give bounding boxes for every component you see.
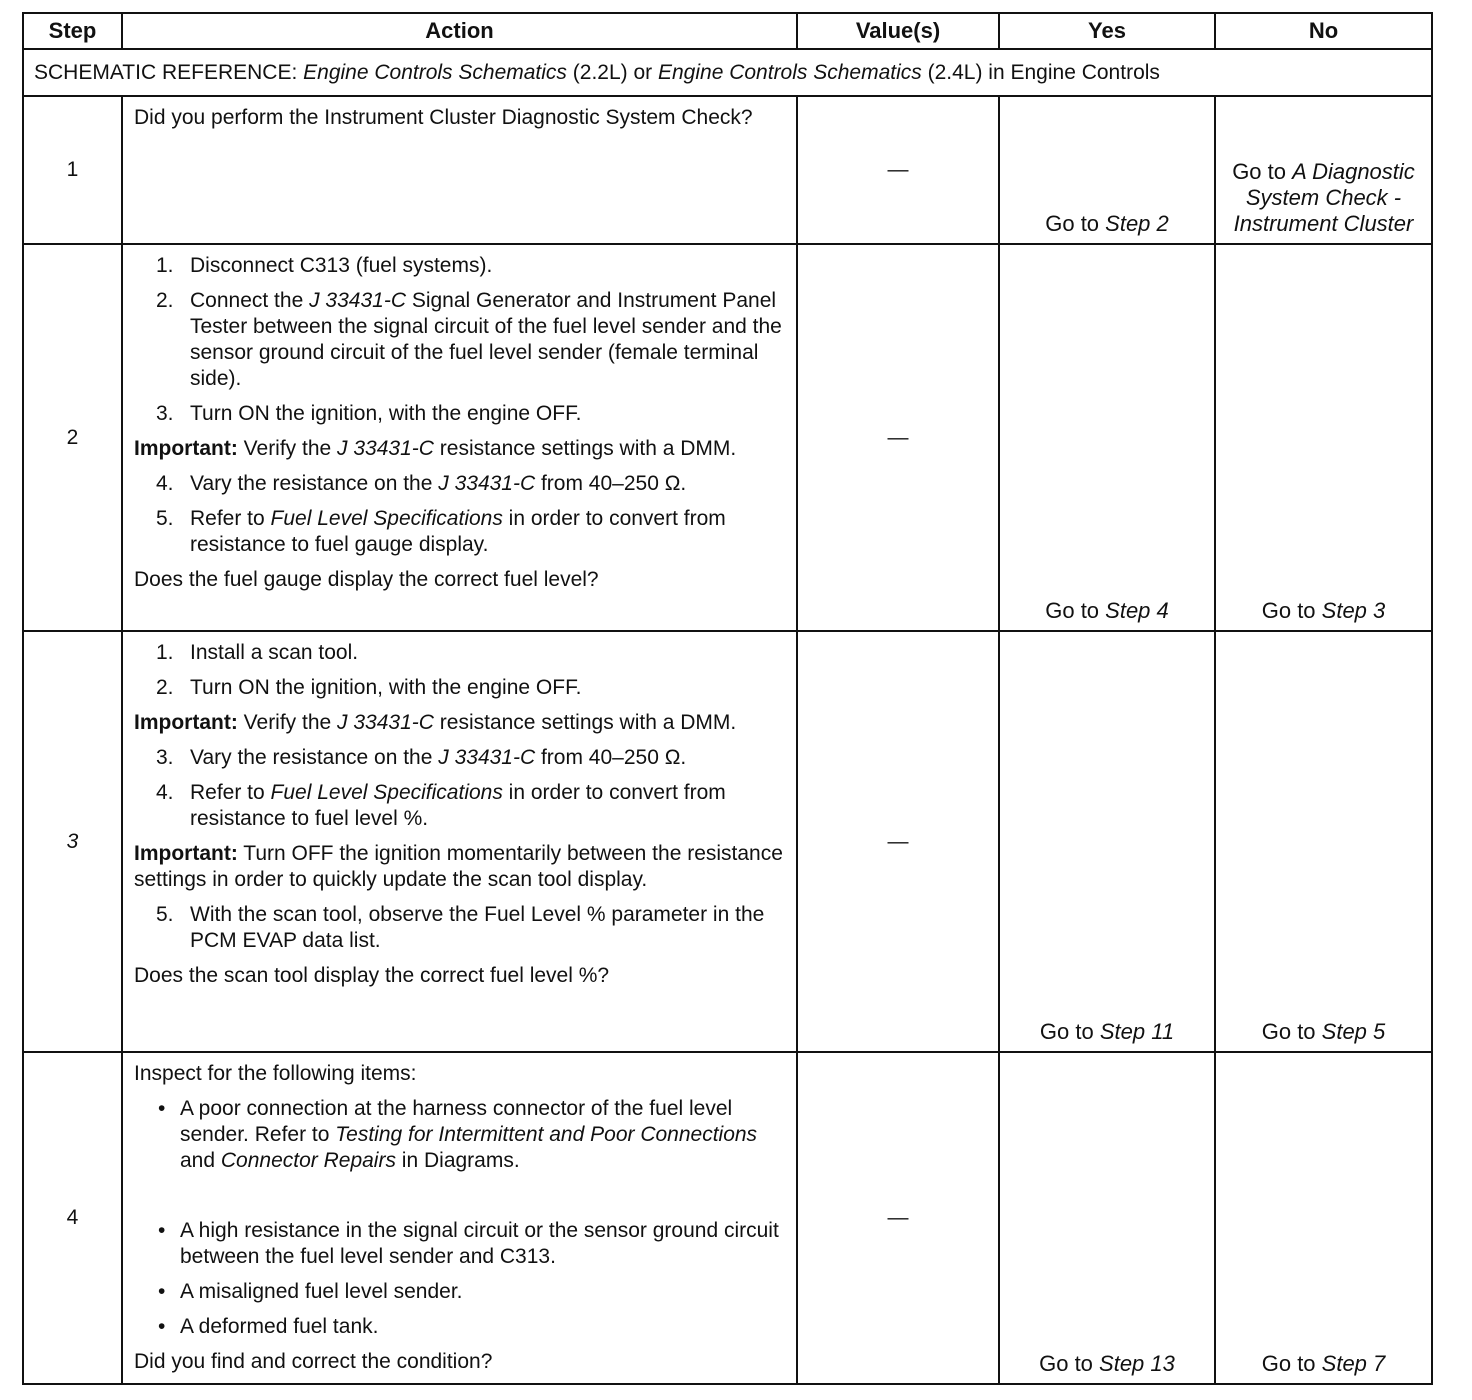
no-cell <box>1215 631 1432 1052</box>
list-item: 5. Refer to Fuel Level Specifications in order to convert from resistance to fuel gauge display. <box>156 507 726 556</box>
schematic-engine-2-4l: (2.4L) in Engine Controls <box>921 60 1160 84</box>
step-number: 4 <box>23 1052 122 1384</box>
list-item: 1. Install a scan tool. <box>156 641 359 664</box>
yes-goto[interactable] <box>1000 1351 1214 1377</box>
question: Does the fuel gauge display the correct fuel level? <box>134 568 599 591</box>
header-action: Action <box>122 13 797 49</box>
no-cell <box>1215 96 1432 244</box>
important-note: Important: Turn OFF the ignition momentarily between the resistance settings in order to quickly update the scan tool display. <box>134 842 783 891</box>
action-cell <box>122 1052 797 1384</box>
goto-text: Go to <box>1261 1351 1322 1376</box>
header-row <box>23 13 1432 49</box>
tool-link[interactable]: J 33431-C <box>438 746 536 769</box>
action-cell <box>122 96 797 244</box>
list-item: • A deformed fuel tank. <box>158 1315 379 1338</box>
list-item: 3. Vary the resistance on the J 33431-C from 40–250 Ω. <box>156 746 687 769</box>
list-item: 1. Disconnect C313 (fuel systems). <box>156 254 493 277</box>
value-cell: — <box>797 1052 999 1384</box>
step-number: 2 <box>23 244 122 631</box>
goto-text: Go to <box>1261 598 1322 623</box>
list-item: • A high resistance in the signal circuit or the sensor ground circuit between the fuel level sender and C313. <box>158 1219 779 1268</box>
schematic-prefix: SCHEMATIC REFERENCE: <box>34 60 304 84</box>
list-item: • A misaligned fuel level sender. <box>158 1280 463 1303</box>
no-goto[interactable] <box>1216 1019 1431 1045</box>
action-cell <box>122 244 797 631</box>
table-row <box>23 96 1432 244</box>
no-cell <box>1215 1052 1432 1384</box>
diagram-link[interactable]: Testing for Intermittent and Poor Connections <box>335 1123 758 1146</box>
no-goto[interactable] <box>1216 1351 1431 1377</box>
goto-link[interactable]: Step 7 <box>1321 1351 1386 1376</box>
yes-goto[interactable] <box>1000 598 1214 624</box>
list-item: 3. Turn ON the ignition, with the engine OFF. <box>156 402 582 425</box>
header-step: Step <box>23 13 122 49</box>
schematic-reference-row <box>23 49 1432 96</box>
tool-link[interactable]: J 33431-C <box>337 711 434 734</box>
step-number: 1 <box>23 96 122 244</box>
step-number: 3 <box>23 631 122 1052</box>
goto-link[interactable]: Step 4 <box>1105 598 1169 623</box>
question: Does the scan tool display the correct fuel level %? <box>134 964 610 987</box>
intro-text: Inspect for the following items: <box>134 1062 417 1085</box>
table-row <box>23 244 1432 631</box>
schematic-link-2-4l[interactable]: Engine Controls Schematics <box>657 60 922 84</box>
goto-link[interactable]: Step 11 <box>1099 1019 1175 1044</box>
no-goto[interactable] <box>1216 159 1431 237</box>
goto-link[interactable]: A Diagnostic System Check - Instrument Cluster <box>1233 159 1415 236</box>
action-cell <box>122 631 797 1052</box>
schematic-engine-2-2l: (2.2L) or <box>566 60 658 84</box>
goto-text: Go to <box>1232 159 1293 184</box>
spec-link[interactable]: Fuel Level Specifications <box>270 781 503 804</box>
value-cell: — <box>797 631 999 1052</box>
procedure-list <box>134 902 786 954</box>
list-item: • A poor connection at the harness connector of the fuel level sender. Refer to Testing for Intermittent and Poor Connections and Connector Repairs in Diagrams. <box>158 1097 758 1172</box>
goto-text: Go to <box>1045 211 1106 236</box>
yes-goto[interactable] <box>1000 211 1214 237</box>
spec-link[interactable]: Fuel Level Specifications <box>270 507 503 530</box>
value-cell: — <box>797 244 999 631</box>
yes-cell <box>999 631 1215 1052</box>
goto-text: Go to <box>1261 1019 1322 1044</box>
value-cell: — <box>797 96 999 244</box>
goto-link[interactable]: Step 5 <box>1321 1019 1386 1044</box>
header-no: No <box>1215 13 1432 49</box>
question: Did you find and correct the condition? <box>134 1350 493 1373</box>
procedure-list <box>134 640 786 701</box>
spacer <box>134 1183 786 1209</box>
yes-goto[interactable] <box>1000 1019 1214 1045</box>
no-goto[interactable] <box>1216 598 1431 624</box>
tool-link[interactable]: J 33431-C <box>309 289 406 312</box>
schematic-link-2-2l[interactable]: Engine Controls Schematics <box>303 60 567 84</box>
procedure-list <box>134 745 786 832</box>
schematic-reference <box>23 49 1432 96</box>
goto-link[interactable]: Step 13 <box>1099 1351 1175 1376</box>
list-item: 2. Turn ON the ignition, with the engine OFF. <box>156 676 582 699</box>
tool-link[interactable]: J 33431-C <box>438 472 536 495</box>
diagnostic-table <box>22 12 1433 1385</box>
list-item: 4. Refer to Fuel Level Specifications in order to convert from resistance to fuel level %. <box>156 781 726 830</box>
procedure-list <box>134 471 786 558</box>
yes-cell <box>999 1052 1215 1384</box>
goto-text: Go to <box>1039 1019 1100 1044</box>
important-note: Important: Verify the J 33431-C resistance settings with a DMM. <box>134 711 737 734</box>
question: Did you perform the Instrument Cluster Diagnostic System Check? <box>134 106 753 129</box>
goto-text: Go to <box>1045 598 1106 623</box>
list-item: 2. Connect the J 33431-C Signal Generator and Instrument Panel Tester between the signal circuit of the fuel level sender and the sensor ground circuit of the fuel level sender (female terminal side). <box>156 289 782 390</box>
important-note: Important: Verify the J 33431-C resistance settings with a DMM. <box>134 437 737 460</box>
list-item: 5. With the scan tool, observe the Fuel Level % parameter in the PCM EVAP data list. <box>156 903 765 952</box>
goto-link[interactable]: Step 3 <box>1321 598 1386 623</box>
diagram-link[interactable]: Connector Repairs <box>220 1149 396 1172</box>
yes-cell <box>999 244 1215 631</box>
goto-text: Go to <box>1039 1351 1100 1376</box>
table-row <box>23 1052 1432 1384</box>
header-yes: Yes <box>999 13 1215 49</box>
list-item: 4. Vary the resistance on the J 33431-C from 40–250 Ω. <box>156 472 687 495</box>
goto-link[interactable]: Step 2 <box>1105 211 1169 236</box>
inspection-list <box>134 1096 786 1340</box>
tool-link[interactable]: J 33431-C <box>337 437 434 460</box>
table-row <box>23 631 1432 1052</box>
yes-cell <box>999 96 1215 244</box>
header-values: Value(s) <box>797 13 999 49</box>
procedure-list <box>134 253 786 427</box>
no-cell <box>1215 244 1432 631</box>
